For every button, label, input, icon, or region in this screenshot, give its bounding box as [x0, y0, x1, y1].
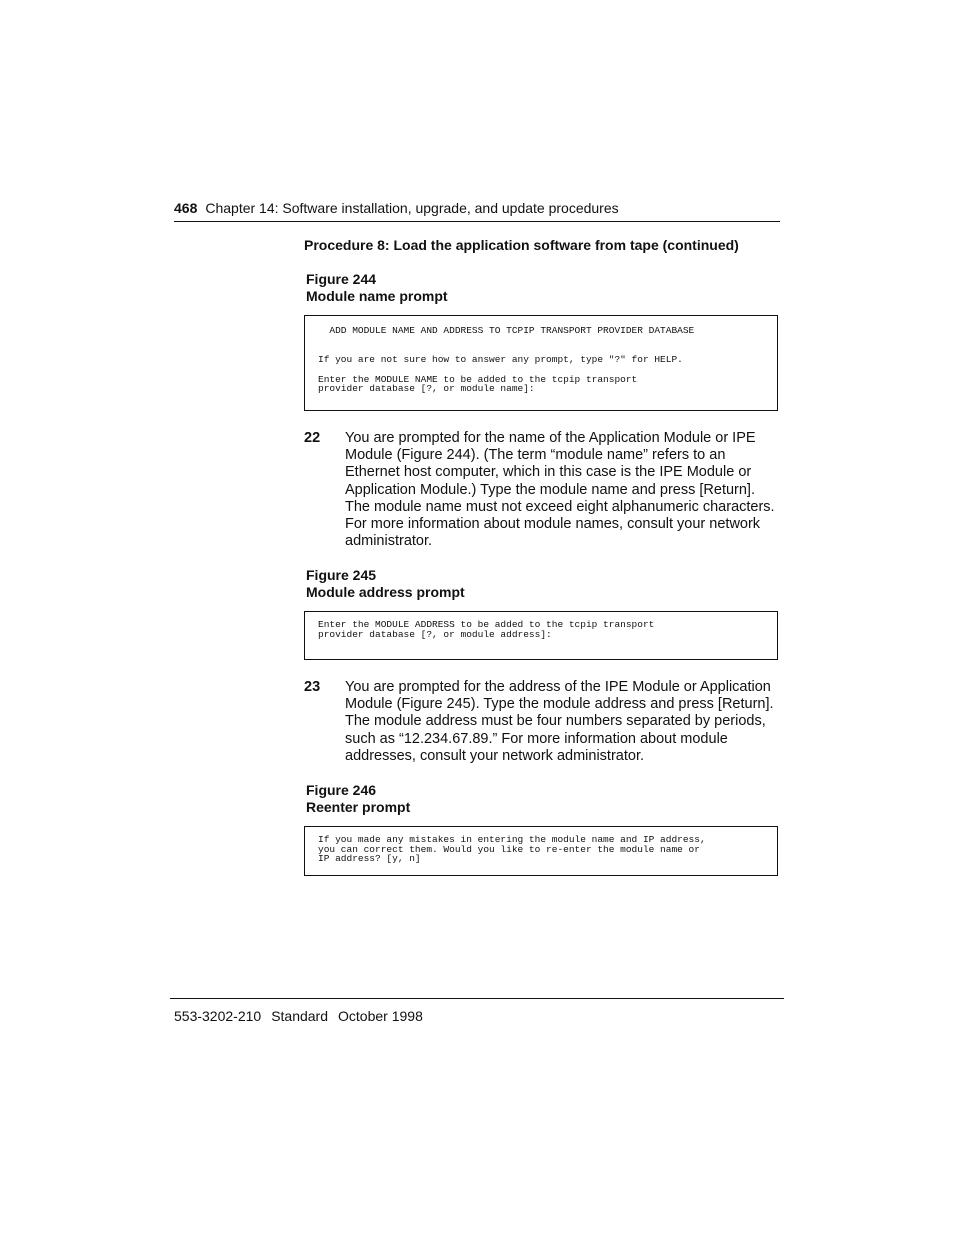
step-text: You are prompted for the address of the IPE Module or Application Module (Figure 245). Type the module address and press [Return]. The module address must be four numbers separated by periods, such as “12.234.67.89.” For more information about module addresses, consult your network administrator. — [345, 679, 774, 764]
step-text: You are prompted for the name of the Application Module or IPE Module (Figure 244). (The term “module name” refers to an Ethernet host computer, which in this case is the IPE Module or Application Module.) Type the module name and press [Return]. The module name must not exceed eight alphanumeric characters. For more information about module names, consult your network administrator. — [345, 430, 775, 550]
document-date: October 1998 — [338, 1008, 423, 1024]
step-number: 23 — [304, 679, 321, 695]
document-status: Standard — [271, 1008, 329, 1024]
procedure-title: Procedure 8: Load the application software from tape (continued) — [304, 237, 739, 253]
header-rule — [174, 221, 780, 222]
step-23 — [304, 679, 780, 765]
terminal-output: If you made any mistakes in entering the module name and IP address, you can correct them. Would you like to re-enter the module name or IP address? [y, n] — [318, 834, 706, 865]
module-name-prompt-box — [304, 315, 778, 411]
figure-title: Module address prompt — [306, 584, 465, 600]
running-footer — [174, 1007, 433, 1025]
figure-number: Figure 244 — [306, 271, 377, 287]
step-22 — [304, 430, 780, 550]
chapter-title: Chapter 14: Software installation, upgrade, and update procedures — [205, 200, 619, 216]
page-number: 468 — [174, 200, 198, 216]
figure-246-caption — [306, 782, 410, 816]
figure-title: Module name prompt — [306, 288, 448, 304]
figure-title: Reenter prompt — [306, 799, 411, 815]
step-number: 22 — [304, 430, 321, 446]
module-address-prompt-box — [304, 611, 778, 660]
figure-244-caption — [306, 271, 448, 305]
running-header — [174, 199, 779, 217]
figure-number: Figure 245 — [306, 567, 377, 583]
terminal-output: Enter the MODULE ADDRESS to be added to the tcpip transport provider database [?, or module address]: — [318, 619, 655, 640]
terminal-output: ADD MODULE NAME AND ADDRESS TO TCPIP TRANSPORT PROVIDER DATABASE If you are not sure how to answer any prompt, type "?" for HELP. Enter the MODULE NAME to be added to the tcpip transport provider database [?, or module name]: — [318, 325, 695, 395]
figure-number: Figure 246 — [306, 782, 377, 798]
document-number: 553-3202-210 — [174, 1008, 262, 1024]
figure-245-caption — [306, 567, 465, 601]
reenter-prompt-box — [304, 826, 778, 876]
footer-rule — [170, 998, 784, 999]
